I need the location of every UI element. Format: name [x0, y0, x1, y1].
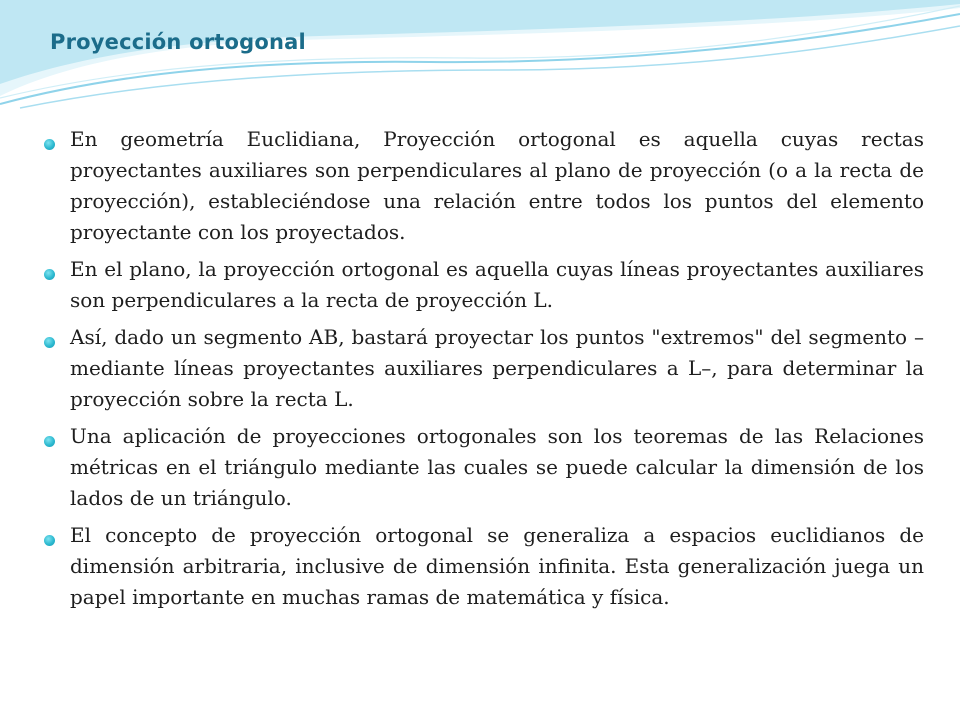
bullet-dot-icon	[44, 436, 55, 447]
bullet-dot-icon	[44, 269, 55, 280]
bullet-item	[44, 421, 924, 514]
bullet-text: El concepto de proyección ortogonal se generaliza a espacios euclidianos de dimensión arbitraria, inclusive de dimensión infinita. Esta generalización juega un papel importante en muchas ramas de matemática y física.	[70, 523, 924, 609]
bullet-text: Así, dado un segmento AB, bastará proyectar los puntos "extremos" del segmento –mediante líneas proyectantes auxiliares perpendiculares a L–, para determinar la proyección sobre la recta L.	[70, 325, 924, 411]
bullet-item	[44, 254, 924, 316]
bullet-dot-icon	[44, 139, 55, 150]
bullet-text: Una aplicación de proyecciones ortogonales son los teoremas de las Relaciones métricas en el triángulo mediante las cuales se puede calcular la dimensión de los lados de un triángulo.	[70, 424, 924, 510]
bullet-list	[44, 124, 924, 619]
header-wave-decoration	[0, 0, 960, 120]
bullet-dot-icon	[44, 337, 55, 348]
bullet-dot-icon	[44, 535, 55, 546]
bullet-item	[44, 124, 924, 248]
bullet-item	[44, 520, 924, 613]
bullet-item	[44, 322, 924, 415]
bullet-text: En el plano, la proyección ortogonal es aquella cuyas líneas proyectantes auxiliares son perpendiculares a la recta de proyección L.	[70, 257, 924, 312]
slide-title: Proyección ortogonal	[50, 30, 306, 54]
bullet-text: En geometría Euclidiana, Proyección ortogonal es aquella cuyas rectas proyectantes auxiliares son perpendiculares al plano de proyección (o a la recta de proyección), estableciéndose una relación entre todos los puntos del elemento proyectante con los proyectados.	[70, 127, 924, 244]
